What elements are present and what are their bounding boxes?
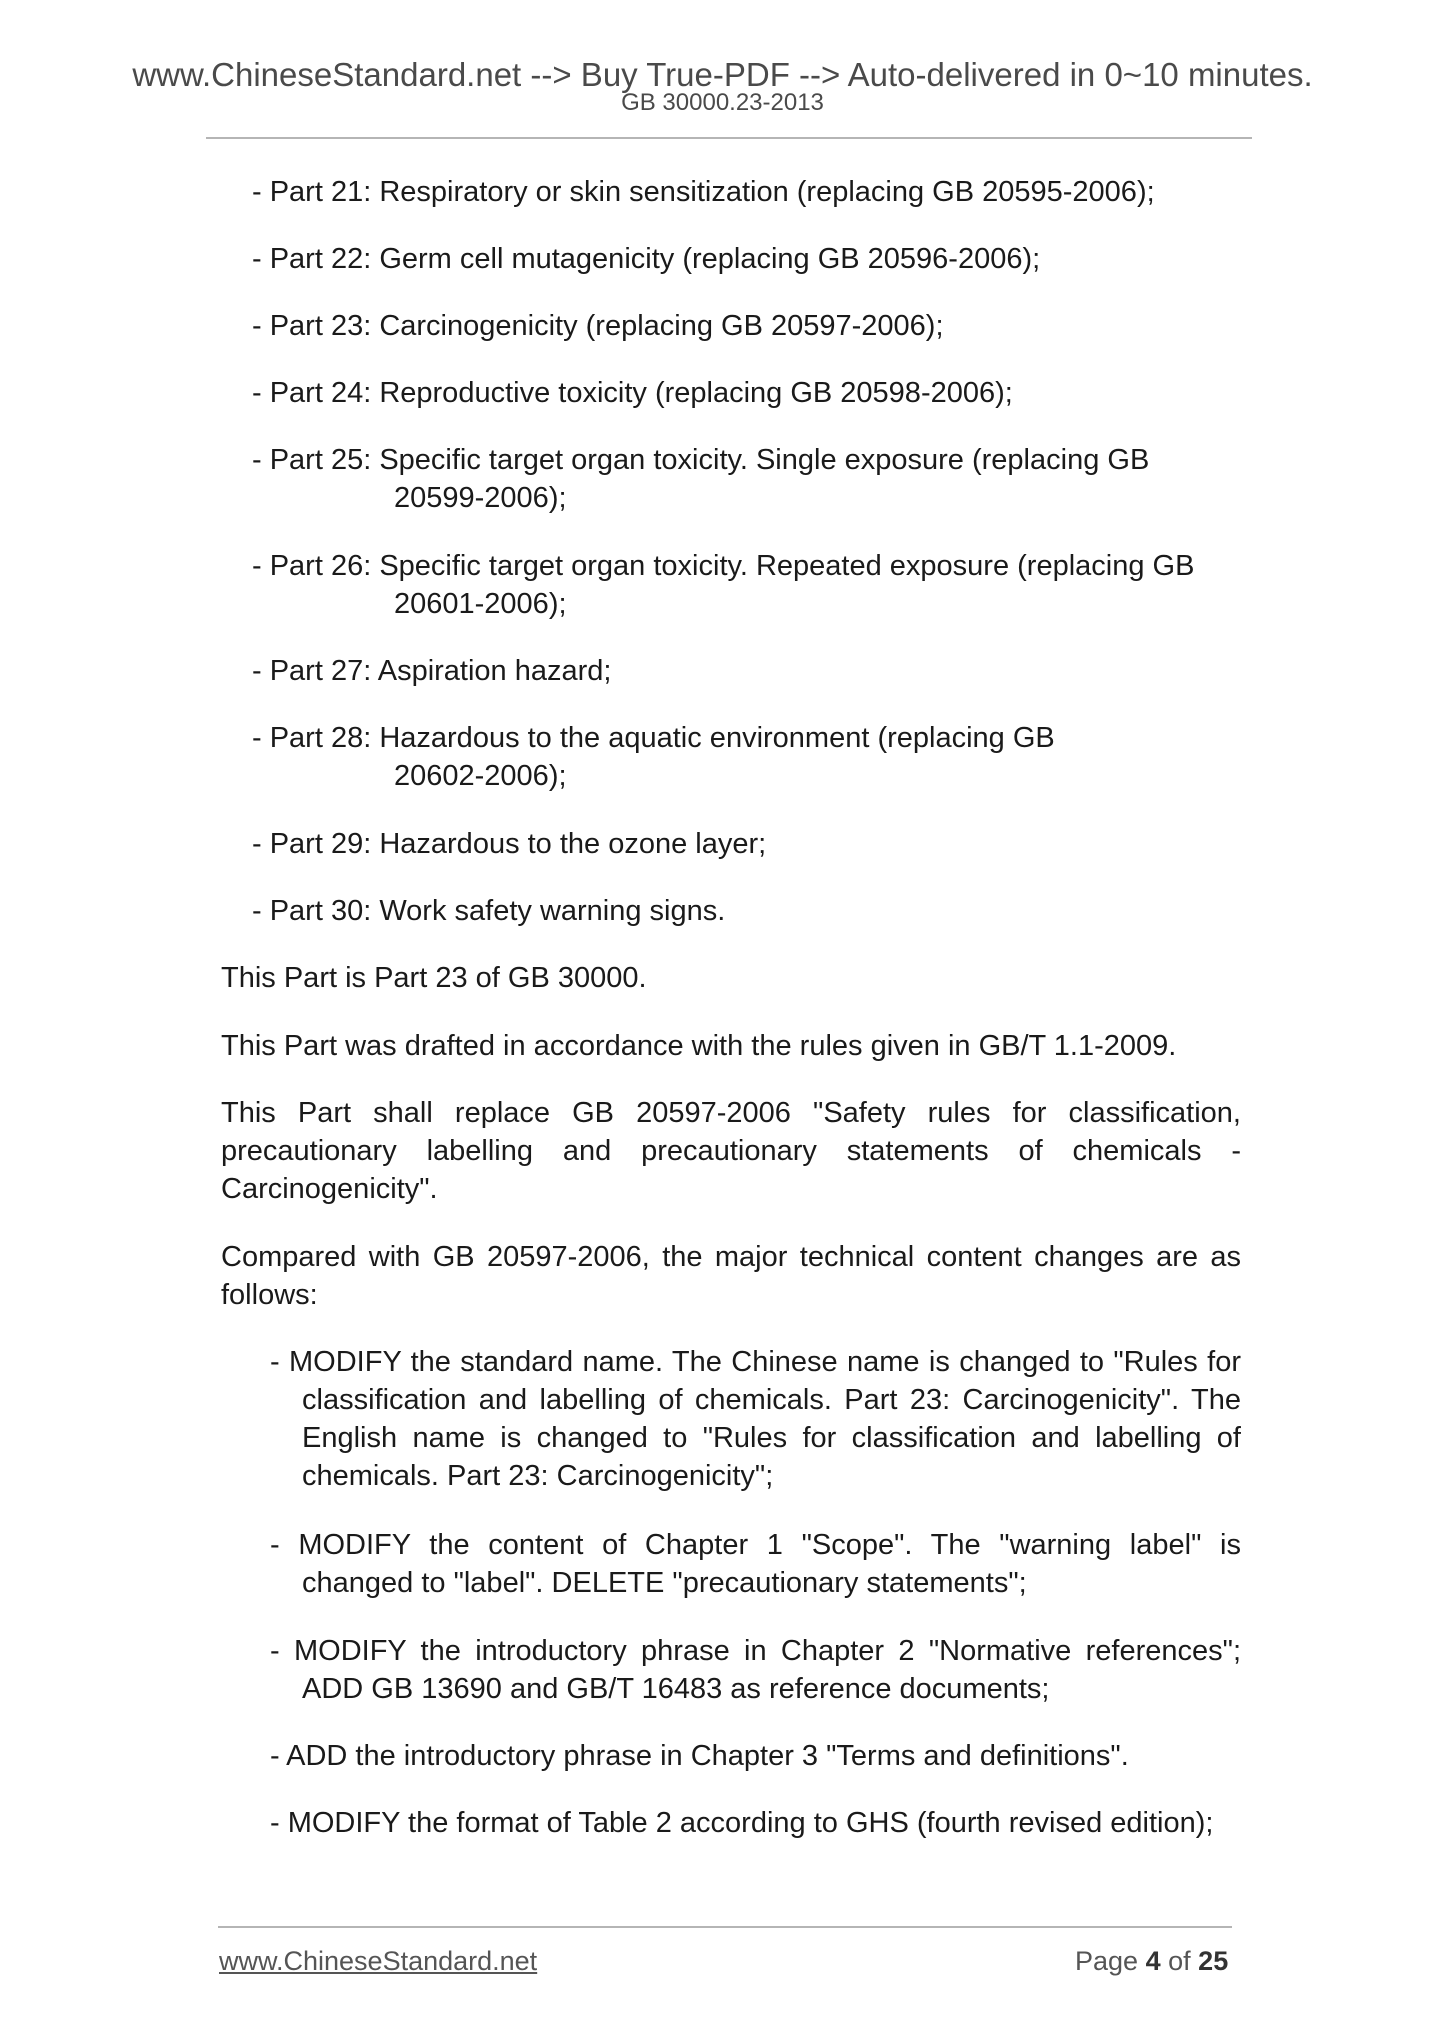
change-item: - ADD the introductory phrase in Chapter 3 "Terms and definitions". — [270, 1740, 1129, 1772]
list-item: - Part 21: Respiratory or skin sensitization (replacing GB 20595-2006); — [252, 176, 1155, 208]
list-item: - Part 25: Specific target organ toxicity. Single exposure (replacing GB — [252, 444, 1150, 476]
page-total: 25 — [1198, 1946, 1229, 1976]
paragraph-part-number: This Part is Part 23 of GB 30000. — [221, 962, 647, 994]
change-item — [270, 1632, 1241, 1708]
header-banner[interactable]: www.ChineseStandard.net --> Buy True-PDF --> Auto-delivered in 0~10 minutes. — [132, 56, 1313, 93]
list-item-continuation: 20602-2006); — [394, 760, 567, 792]
paragraph-changes-intro-text: Compared with GB 20597-2006, the major technical content changes are as follows: — [221, 1241, 1241, 1311]
change-item — [270, 1526, 1241, 1602]
list-item-continuation: 20601-2006); — [394, 588, 567, 620]
page-of-label: of — [1168, 1946, 1191, 1976]
change-item-text: - MODIFY the standard name. The Chinese name is changed to "Rules for classification and labelling of chemicals. Part 23: Carcinogenicity". The English name is changed to "Rules for classification and labelling of chemicals. Part 23: Carcinogenicity"; — [270, 1346, 1241, 1492]
list-item: - Part 27: Aspiration hazard; — [252, 655, 612, 687]
list-item: - Part 24: Reproductive toxicity (replacing GB 20598-2006); — [252, 377, 1013, 409]
paragraph-drafting-rules: This Part was drafted in accordance with the rules given in GB/T 1.1-2009. — [221, 1030, 1177, 1062]
page-label: Page — [1075, 1946, 1139, 1976]
change-item: - MODIFY the format of Table 2 according to GHS (fourth revised edition); — [270, 1807, 1214, 1839]
paragraph-replacement-text: This Part shall replace GB 20597-2006 "Safety rules for classification, precautionary labelling and precautionary statements of chemicals - Carcinogenicity". — [221, 1097, 1241, 1205]
list-item: - Part 26: Specific target organ toxicity. Repeated exposure (replacing GB — [252, 550, 1195, 582]
list-item: - Part 23: Carcinogenicity (replacing GB 20597-2006); — [252, 310, 944, 342]
standard-code: GB 30000.23-2013 — [621, 89, 824, 116]
paragraph-replacement — [221, 1094, 1241, 1208]
page-indicator — [1075, 1945, 1228, 1977]
list-item: - Part 28: Hazardous to the aquatic environment (replacing GB — [252, 722, 1055, 754]
list-item: - Part 22: Germ cell mutagenicity (replacing GB 20596-2006); — [252, 243, 1041, 275]
footer-divider — [218, 1926, 1232, 1928]
footer-website-link[interactable]: www.ChineseStandard.net — [219, 1946, 538, 1976]
header-divider — [206, 137, 1252, 139]
change-item — [270, 1343, 1241, 1495]
change-item-text: - MODIFY the introductory phrase in Chapter 2 "Normative references"; ADD GB 13690 and GB/T 16483 as reference documents; — [270, 1635, 1241, 1705]
list-item: - Part 29: Hazardous to the ozone layer; — [252, 828, 767, 860]
list-item-continuation: 20599-2006); — [394, 482, 567, 514]
change-item-text: - MODIFY the content of Chapter 1 "Scope". The "warning label" is changed to "label". DELETE "precautionary statements"; — [270, 1529, 1241, 1599]
page-current: 4 — [1145, 1946, 1161, 1976]
list-item: - Part 30: Work safety warning signs. — [252, 895, 726, 927]
paragraph-changes-intro — [221, 1238, 1241, 1314]
